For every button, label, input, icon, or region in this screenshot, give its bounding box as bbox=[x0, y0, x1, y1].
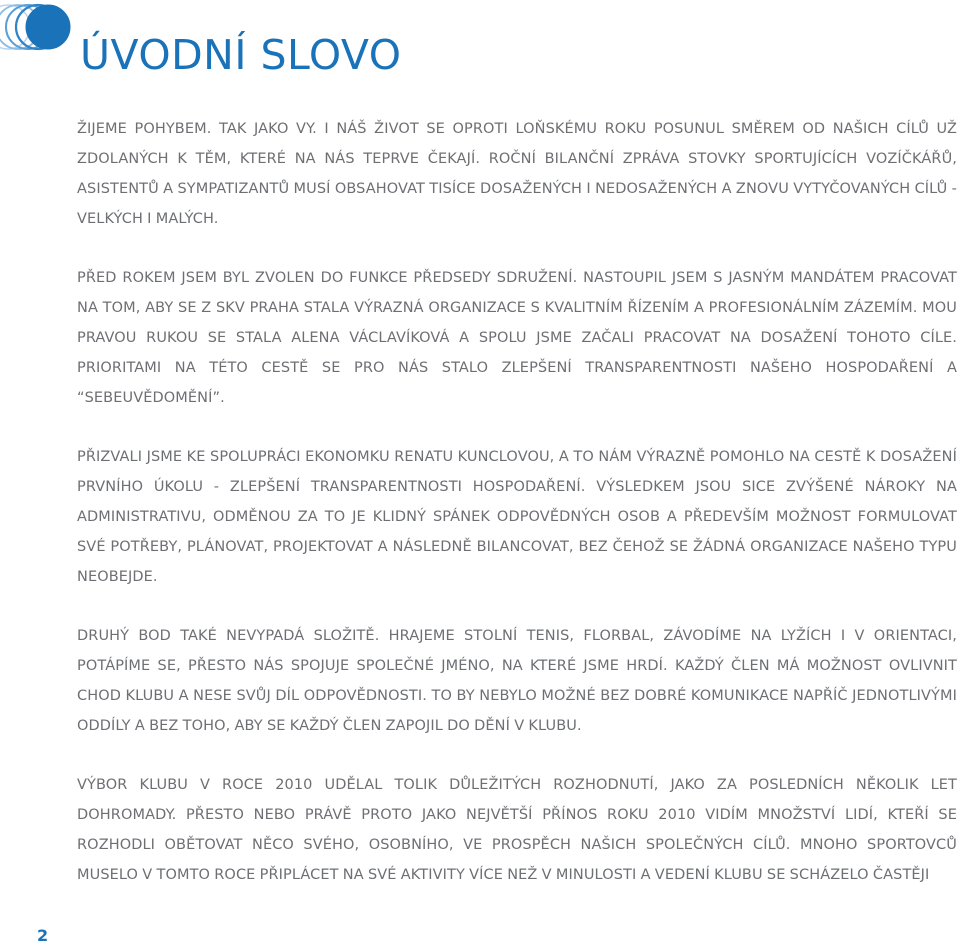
concentric-circles-icon bbox=[0, 1, 72, 53]
page-number: 2 bbox=[37, 926, 49, 945]
page-header bbox=[0, 0, 960, 80]
paragraph: VÝBOR KLUBU V ROCE 2010 UDĚLAL TOLIK DŮLEŽITÝCH ROZHODNUTÍ, JAKO ZA POSLEDNÍCH NĚKOLIK LET DOHROMADY. PŘESTO NEBO PRÁVĚ PROTO JAKO NEJVĚTŠÍ PŘÍNOS ROKU 2010 VIDÍM MNOŽSTVÍ LIDÍ, KTEŘÍ SE ROZHODLI OBĚTOVAT NĚCO SVÉHO, OSOBNÍHO, VE PROSPĚCH NAŠICH SPOLEČNÝCH CÍLŮ. MNOHO SPORTOVCŮ MUSELO V TOMTO ROCE PŘIPLÁCET NA SVÉ AKTIVITY VÍCE NEŽ V MINULOSTI A VEDENÍ KLUBU SE SCHÁZELO ČASTĚJI bbox=[77, 777, 957, 883]
intro-text bbox=[77, 114, 957, 919]
page-title: ÚVODNÍ SLOVO bbox=[80, 31, 402, 80]
paragraph: PŘED ROKEM JSEM BYL ZVOLEN DO FUNKCE PŘEDSEDY SDRUŽENÍ. NASTOUPIL JSEM S JASNÝM MANDÁTEM PRACOVAT NA TOM, ABY SE Z SKV PRAHA STALA VÝRAZNÁ ORGANIZACE S KVALITNÍM ŘÍZENÍM A PROFESIONÁLNÍM ZÁZEMÍM. MOU PRAVOU RUKOU SE STALA ALENA VÁCLAVÍKOVÁ A SPOLU JSME ZAČALI PRACOVAT NA DOSAŽENÍ TOHOTO CÍLE. PRIORITAMI NA TÉTO CESTĚ SE PRO NÁS STALO ZLEPŠENÍ TRANSPARENTNOSTI NAŠEHO HOSPODAŘENÍ A “SEBEUVĚDOMĚNÍ”. bbox=[77, 270, 957, 406]
paragraph: DRUHÝ BOD TAKÉ NEVYPADÁ SLOŽITĚ. HRAJEME STOLNÍ TENIS, FLORBAL, ZÁVODÍME NA LYŽÍCH I V ORIENTACI, POTÁPÍME SE, PŘESTO NÁS SPOJUJE SPOLEČNÉ JMÉNO, NA KTERÉ JSME HRDÍ. KAŽDÝ ČLEN MÁ MOŽNOST OVLIVNIT CHOD KLUBU A NESE SVŮJ DÍL ODPOVĚDNOSTI. TO BY NEBYLO MOŽNÉ BEZ DOBRÉ KOMUNIKACE NAPŘÍČ JEDNOTLIVÝMI ODDÍLY A BEZ TOHO, ABY SE KAŽDÝ ČLEN ZAPOJIL DO DĚNÍ V KLUBU. bbox=[77, 628, 957, 734]
paragraph: PŘIZVALI JSME KE SPOLUPRÁCI EKONOMKU RENATU KUNCLOVOU, A TO NÁM VÝRAZNĚ POMOHLO NA CESTĚ K DOSAŽENÍ PRVNÍHO ÚKOLU - ZLEPŠENÍ TRANSPARENTNOSTI HOSPODAŘENÍ. VÝSLEDKEM JSOU SICE ZVÝŠENÉ NÁROKY NA ADMINISTRATIVU, ODMĚNOU ZA TO JE KLIDNÝ SPÁNEK ODPOVĚDNÝCH OSOB A PŘEDEVŠÍM MOŽNOST FORMULOVAT SVÉ POTŘEBY, PLÁNOVAT, PROJEKTOVAT A NÁSLEDNĚ BILANCOVAT, BEZ ČEHOŽ SE ŽÁDNÁ ORGANIZACE NAŠEHO TYPU NEOBEJDE. bbox=[77, 449, 957, 585]
paragraph: ŽIJEME POHYBEM. TAK JAKO VY. I NÁŠ ŽIVOT SE OPROTI LOŇSKÉMU ROKU POSUNUL SMĚREM OD NAŠICH CÍLŮ UŽ ZDOLANÝCH K TĚM, KTERÉ NA NÁS TEPRVE ČEKAJÍ. ROČNÍ BILANČNÍ ZPRÁVA STOVKY SPORTUJÍCÍCH VOZÍČKÁŘŮ, ASISTENTŮ A SYMPATIZANTŮ MUSÍ OBSAHOVAT TISÍCE DOSAŽENÝCH I NEDOSAŽENÝCH A ZNOVU VYTYČOVANÝCH CÍLŮ - VELKÝCH I MALÝCH. bbox=[77, 121, 957, 227]
